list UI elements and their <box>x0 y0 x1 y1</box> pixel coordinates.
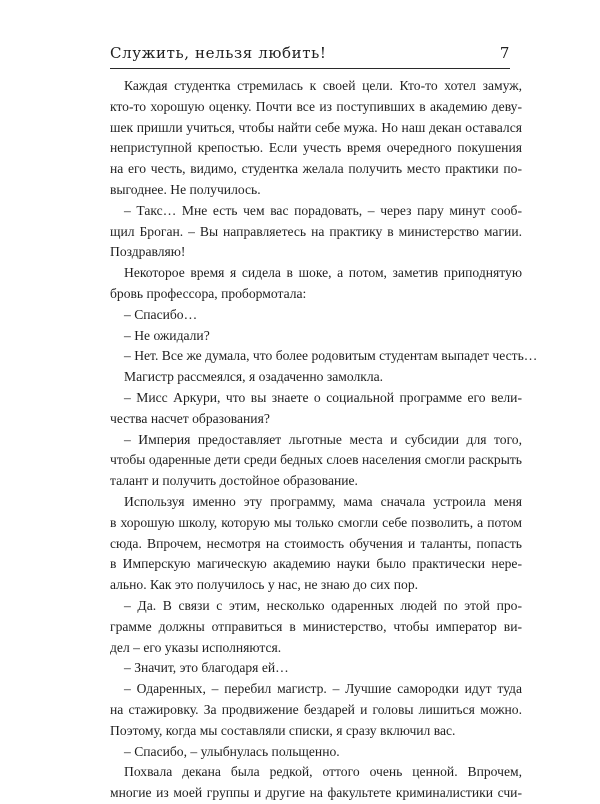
text-line: выгоднее. Не получилось. <box>110 181 261 197</box>
text-line: – Значит, это благодаря ей… <box>124 660 289 676</box>
text-line: сюда. Впрочем, несмотря на стоимость обучения и таланты, попасть <box>110 535 522 551</box>
text-line: на его честь, видимо, студентка желала получить место практики по- <box>110 161 522 177</box>
text-line: – Да. В связи с этим, несколько одаренных людей по этой про- <box>124 597 522 613</box>
text-line: на стажировку. За продвижение бездарей и головы лишиться можно. <box>110 701 522 717</box>
running-header <box>110 44 510 66</box>
page-number: 7 <box>499 44 510 62</box>
body-text <box>110 76 538 804</box>
text-line: Каждая студентка стремилась к своей цели. Кто-то хотел замуж, <box>124 78 522 93</box>
text-line: чтобы одаренные дети среди бедных слоев населения смогли раскрыть <box>110 452 522 468</box>
text-line: – Спасибо, – улыбнулась польщенно. <box>124 743 340 759</box>
header-rule <box>110 68 510 69</box>
text-line: – Такс… Мне есть чем вас порадовать, – через пару минут сооб- <box>124 202 522 218</box>
text-line: Некоторое время я сидела в шоке, а потом, заметив приподнятую <box>124 265 522 281</box>
text-line: бровь профессора, пробормотала: <box>110 285 307 301</box>
text-line: многие из моей группы и другие на факультете криминалистики счи- <box>110 785 522 801</box>
text-line: – Одаренных, – перебил магистр. – Лучшие самородки идут туда <box>124 681 522 697</box>
text-line: дел – его указы исполняются. <box>110 639 282 655</box>
text-line: Поэтому, когда мы составляли списки, я сразу включил вас. <box>110 722 456 738</box>
text-line: чества насчет образования? <box>110 410 270 426</box>
text-line: – Нет. Все же думала, что более родовитым студентам выпадет честь… <box>124 348 538 364</box>
text-line: щил Броган. – Вы направляетесь на практику в министерство магии. <box>110 223 522 239</box>
book-title: Служить, нельзя любить! <box>110 44 327 62</box>
text-line: Поздравляю! <box>110 244 186 260</box>
text-line: грамме должны отправиться в министерство, чтобы император ви- <box>110 618 522 634</box>
text-line: в Имперскую магическую академию науки было практически нере- <box>110 556 522 572</box>
text-line: неприступной крепостью. Если учесть время очередного покушения <box>110 140 522 156</box>
text-line: талант и получить достойное образование. <box>110 473 358 489</box>
text-line: Используя именно эту программу, мама сначала устроила меня <box>124 493 522 509</box>
text-line: Похвала декана была редкой, оттого очень ценной. Впрочем, <box>124 764 522 780</box>
text-line: – Мисс Аркури, что вы знаете о социальной программе его вели- <box>124 389 522 405</box>
text-line: шек пришли учиться, чтобы найти себе мужа. Но наш декан оставался <box>110 119 522 135</box>
text-line: в хорошую школу, которую мы только смогли себе позволить, а потом <box>110 514 522 530</box>
text-line: Магистр рассмеялся, я озадаченно замолкла. <box>124 369 384 385</box>
text-line: ально. Как это получилось у нас, не знаю до сих пор. <box>110 577 419 593</box>
text-line: кто-то хорошую оценку. Почти все из поступивших в академию деву- <box>110 98 522 114</box>
text-line: – Не ожидали? <box>124 327 210 343</box>
text-line: – Спасибо… <box>124 306 198 322</box>
text-line: – Империя предоставляет льготные места и субсидии для того, <box>124 431 522 447</box>
